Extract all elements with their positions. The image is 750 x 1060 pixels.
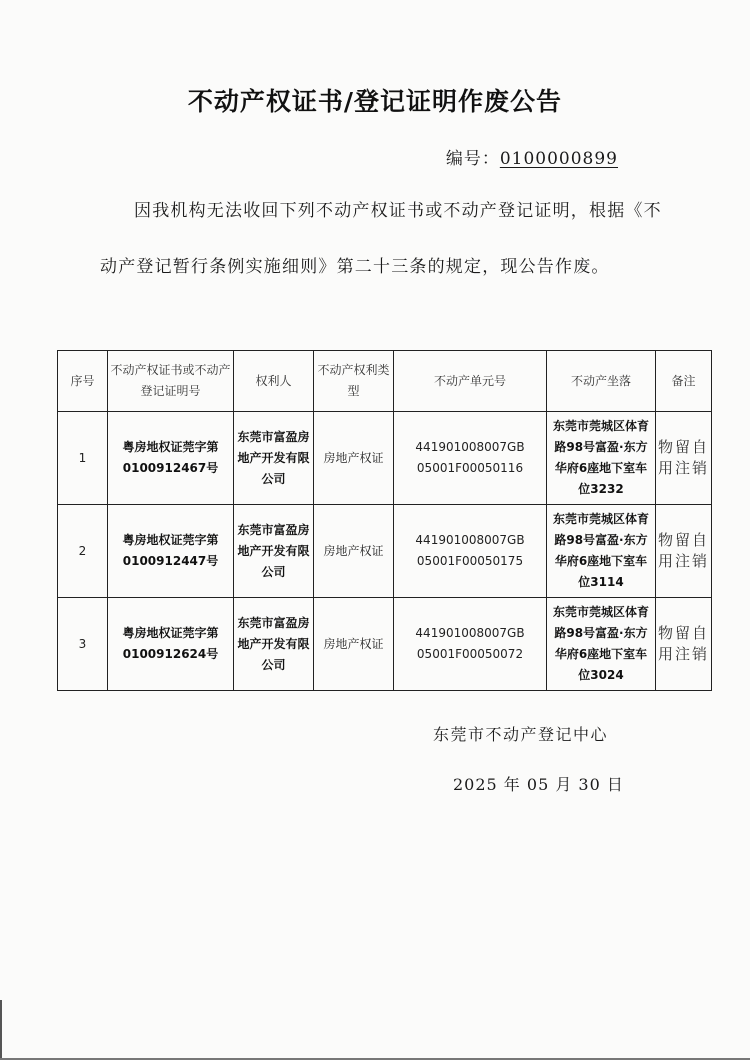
issue-date: 2025 年 05 月 30 日: [453, 775, 624, 794]
cell-seq: 2: [58, 505, 108, 598]
cell-location: 东莞市莞城区体育路98号富盈·东方华府6座地下室车位3024: [547, 598, 656, 691]
cell-cert-no: 粤房地权证莞字第0100912624号: [108, 598, 234, 691]
unit-no-line-2: 05001F00050116: [416, 461, 524, 475]
unit-no-line-2: 05001F00050175: [416, 554, 524, 568]
cell-cert-no: 粤房地权证莞字第0100912447号: [108, 505, 234, 598]
unit-no-line-2: 05001F00050072: [416, 647, 524, 661]
cell-remark: 物留自用注销: [656, 598, 712, 691]
table-row: [58, 412, 712, 505]
cell-location: 东莞市莞城区体育路98号富盈·东方华府6座地下室车位3114: [547, 505, 656, 598]
table-row: [58, 598, 712, 691]
unit-no-line-1: 441901008007GB: [415, 533, 525, 547]
cell-holder: 东莞市富盈房地产开发有限公司: [234, 412, 314, 505]
serial-number-line: [446, 144, 618, 169]
records-table: [57, 350, 712, 691]
cell-right-type: 房地产权证: [314, 598, 394, 691]
cell-right-type: 房地产权证: [314, 412, 394, 505]
cell-unit-no: [394, 412, 547, 505]
issuing-organization: 东莞市不动产登记中心: [433, 725, 609, 744]
header-cert-no: 不动产权证书或不动产登记证明号: [108, 351, 234, 412]
cell-seq: 1: [58, 412, 108, 505]
cell-unit-no: [394, 598, 547, 691]
cell-cert-no: 粤房地权证莞字第0100912467号: [108, 412, 234, 505]
header-holder: 权利人: [234, 351, 314, 412]
cell-holder: 东莞市富盈房地产开发有限公司: [234, 505, 314, 598]
serial-label: 编号：: [445, 149, 500, 169]
cell-remark: 物留自用注销: [656, 412, 712, 505]
header-location: 不动产坐落: [547, 351, 656, 412]
announcement-body: 因我机构无法收回下列不动产权证书或不动产登记证明，根据《不动产登记暂行条例实施细则》第二十三条的规定，现公告作废。: [100, 201, 662, 277]
cell-unit-no: [394, 505, 547, 598]
scan-edge-left: [0, 1000, 2, 1060]
cell-right-type: 房地产权证: [314, 505, 394, 598]
cell-remark: 物留自用注销: [656, 505, 712, 598]
unit-no-line-1: 441901008007GB: [415, 440, 525, 454]
header-unit-no: 不动产单元号: [394, 351, 547, 412]
header-remark: 备注: [656, 351, 712, 412]
cell-location: 东莞市莞城区体育路98号富盈·东方华府6座地下室车位3232: [547, 412, 656, 505]
cell-seq: 3: [58, 598, 108, 691]
cell-holder: 东莞市富盈房地产开发有限公司: [234, 598, 314, 691]
document-title: 不动产权证书/登记证明作废公告: [187, 87, 563, 116]
header-seq: 序号: [58, 351, 108, 412]
unit-no-line-1: 441901008007GB: [415, 626, 525, 640]
header-right-type: 不动产权利类型: [314, 351, 394, 412]
table-header-row: [58, 351, 712, 412]
serial-number: 0100000899: [499, 149, 618, 169]
table-row: [58, 505, 712, 598]
